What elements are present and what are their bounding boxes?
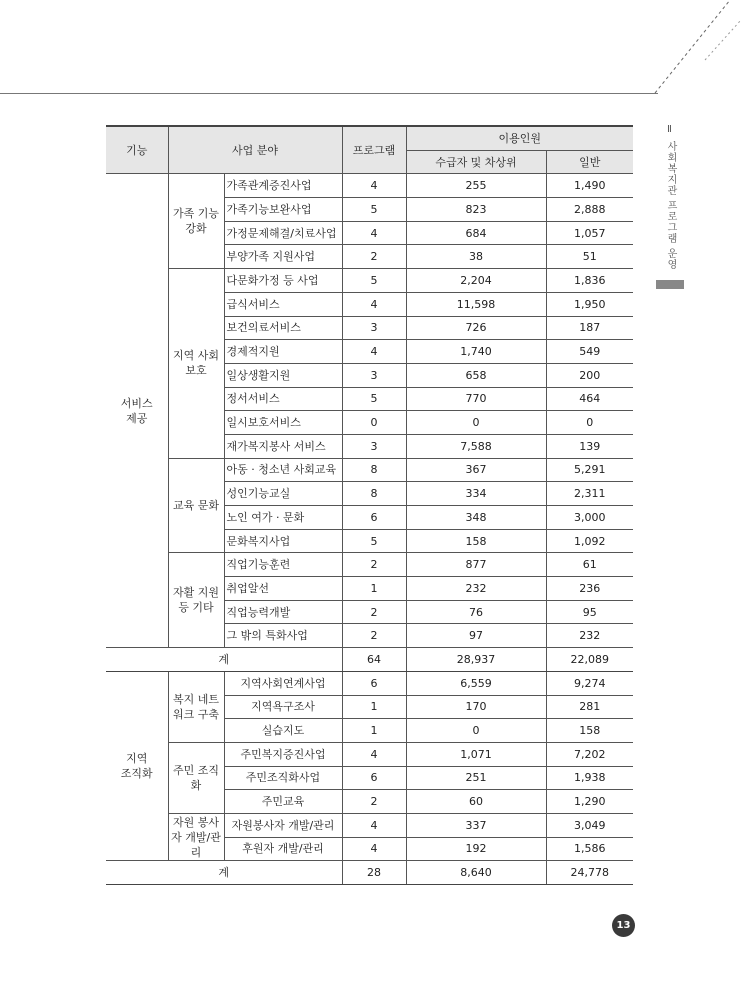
general-cell: 1,586 bbox=[546, 837, 633, 861]
programs-cell: 5 bbox=[342, 198, 406, 222]
programs-cell: 3 bbox=[342, 316, 406, 340]
corner-decoration bbox=[600, 0, 741, 100]
general-cell: 1,950 bbox=[546, 292, 633, 316]
programs-cell: 1 bbox=[342, 719, 406, 743]
program-name-cell: 아동 · 청소년 사회교육 bbox=[224, 458, 342, 482]
header-rule bbox=[0, 93, 658, 94]
general-cell: 7,202 bbox=[546, 742, 633, 766]
general-cell: 158 bbox=[546, 719, 633, 743]
program-name-cell: 자원봉사자 개발/관리 bbox=[224, 813, 342, 837]
general-cell: 61 bbox=[546, 553, 633, 577]
recipients-cell: 2,204 bbox=[406, 269, 546, 293]
program-name-cell: 일상생활지원 bbox=[224, 363, 342, 387]
program-name-cell: 주민교육 bbox=[224, 790, 342, 814]
header-general: 일반 bbox=[546, 150, 633, 174]
group-cell: 자활 지원 등 기타 bbox=[168, 553, 224, 648]
group-cell: 교육 문화 bbox=[168, 458, 224, 553]
recipients-cell: 6,559 bbox=[406, 671, 546, 695]
header-function: 기능 bbox=[106, 126, 168, 174]
general-cell: 1,490 bbox=[546, 174, 633, 198]
program-usage-table-wrap bbox=[106, 125, 633, 885]
recipients-cell: 367 bbox=[406, 458, 546, 482]
recipients-cell: 251 bbox=[406, 766, 546, 790]
recipients-cell: 334 bbox=[406, 482, 546, 506]
total-programs-cell: 64 bbox=[342, 648, 406, 672]
programs-cell: 5 bbox=[342, 529, 406, 553]
general-cell: 464 bbox=[546, 387, 633, 411]
header-area: 사업 분야 bbox=[168, 126, 342, 174]
recipients-cell: 192 bbox=[406, 837, 546, 861]
programs-cell: 5 bbox=[342, 387, 406, 411]
program-name-cell: 경제적지원 bbox=[224, 340, 342, 364]
programs-cell: 4 bbox=[342, 742, 406, 766]
page-number-badge: 13 bbox=[612, 914, 635, 937]
recipients-cell: 348 bbox=[406, 506, 546, 530]
table-row bbox=[106, 553, 633, 577]
programs-cell: 2 bbox=[342, 245, 406, 269]
recipients-cell: 1,740 bbox=[406, 340, 546, 364]
table-row bbox=[106, 269, 633, 293]
group-cell: 복지 네트워크 구축 bbox=[168, 671, 224, 742]
recipients-cell: 255 bbox=[406, 174, 546, 198]
program-name-cell: 다문화가정 등 사업 bbox=[224, 269, 342, 293]
program-name-cell: 후원자 개발/관리 bbox=[224, 837, 342, 861]
program-name-cell: 지역사회연계사업 bbox=[224, 671, 342, 695]
programs-cell: 6 bbox=[342, 766, 406, 790]
group-cell: 지역 사회 보호 bbox=[168, 269, 224, 459]
programs-cell: 2 bbox=[342, 600, 406, 624]
general-cell: 95 bbox=[546, 600, 633, 624]
total-row bbox=[106, 861, 633, 885]
table-row bbox=[106, 813, 633, 837]
recipients-cell: 0 bbox=[406, 411, 546, 435]
general-cell: 187 bbox=[546, 316, 633, 340]
chapter-title: 사회복지관 프로그램 운영 bbox=[665, 141, 676, 271]
recipients-cell: 76 bbox=[406, 600, 546, 624]
programs-cell: 6 bbox=[342, 671, 406, 695]
programs-cell: 1 bbox=[342, 577, 406, 601]
programs-cell: 8 bbox=[342, 482, 406, 506]
programs-cell: 4 bbox=[342, 340, 406, 364]
table-row bbox=[106, 742, 633, 766]
general-cell: 2,311 bbox=[546, 482, 633, 506]
recipients-cell: 158 bbox=[406, 529, 546, 553]
general-cell: 232 bbox=[546, 624, 633, 648]
recipients-cell: 7,588 bbox=[406, 434, 546, 458]
recipients-cell: 0 bbox=[406, 719, 546, 743]
program-name-cell: 직업능력개발 bbox=[224, 600, 342, 624]
general-cell: 51 bbox=[546, 245, 633, 269]
general-cell: 3,000 bbox=[546, 506, 633, 530]
header-programs: 프로그램 bbox=[342, 126, 406, 174]
programs-cell: 4 bbox=[342, 221, 406, 245]
program-name-cell: 재가복지봉사 서비스 bbox=[224, 434, 342, 458]
programs-cell: 2 bbox=[342, 790, 406, 814]
programs-cell: 4 bbox=[342, 813, 406, 837]
programs-cell: 4 bbox=[342, 174, 406, 198]
program-usage-table bbox=[106, 125, 633, 885]
general-cell: 200 bbox=[546, 363, 633, 387]
program-name-cell: 문화복지사업 bbox=[224, 529, 342, 553]
program-name-cell: 성인기능교실 bbox=[224, 482, 342, 506]
general-cell: 281 bbox=[546, 695, 633, 719]
program-name-cell: 취업알선 bbox=[224, 577, 342, 601]
recipients-cell: 658 bbox=[406, 363, 546, 387]
group-cell: 가족 기능 강화 bbox=[168, 174, 224, 269]
recipients-cell: 232 bbox=[406, 577, 546, 601]
header-recipients: 수급자 및 차상위 bbox=[406, 150, 546, 174]
table-body bbox=[106, 174, 633, 885]
general-cell: 1,057 bbox=[546, 221, 633, 245]
programs-cell: 6 bbox=[342, 506, 406, 530]
recipients-cell: 11,598 bbox=[406, 292, 546, 316]
total-recipients-cell: 8,640 bbox=[406, 861, 546, 885]
total-label-cell: 계 bbox=[106, 648, 342, 672]
recipients-cell: 97 bbox=[406, 624, 546, 648]
recipients-cell: 170 bbox=[406, 695, 546, 719]
programs-cell: 4 bbox=[342, 837, 406, 861]
program-name-cell: 가족기능보완사업 bbox=[224, 198, 342, 222]
program-name-cell: 지역욕구조사 bbox=[224, 695, 342, 719]
recipients-cell: 877 bbox=[406, 553, 546, 577]
program-name-cell: 가족관계증진사업 bbox=[224, 174, 342, 198]
chapter-side-tab bbox=[656, 124, 684, 289]
recipients-cell: 770 bbox=[406, 387, 546, 411]
general-cell: 2,888 bbox=[546, 198, 633, 222]
total-general-cell: 24,778 bbox=[546, 861, 633, 885]
table-row bbox=[106, 458, 633, 482]
general-cell: 0 bbox=[546, 411, 633, 435]
program-name-cell: 보건의료서비스 bbox=[224, 316, 342, 340]
general-cell: 1,836 bbox=[546, 269, 633, 293]
general-cell: 5,291 bbox=[546, 458, 633, 482]
program-name-cell: 그 밖의 특화사업 bbox=[224, 624, 342, 648]
recipients-cell: 337 bbox=[406, 813, 546, 837]
general-cell: 1,290 bbox=[546, 790, 633, 814]
total-recipients-cell: 28,937 bbox=[406, 648, 546, 672]
programs-cell: 8 bbox=[342, 458, 406, 482]
program-name-cell: 노인 여가 · 문화 bbox=[224, 506, 342, 530]
recipients-cell: 1,071 bbox=[406, 742, 546, 766]
programs-cell: 5 bbox=[342, 269, 406, 293]
program-name-cell: 주민복지증진사업 bbox=[224, 742, 342, 766]
recipients-cell: 60 bbox=[406, 790, 546, 814]
total-general-cell: 22,089 bbox=[546, 648, 633, 672]
program-name-cell: 가정문제해결/치료사업 bbox=[224, 221, 342, 245]
recipients-cell: 823 bbox=[406, 198, 546, 222]
function-cell: 지역 조직화 bbox=[106, 671, 168, 861]
programs-cell: 4 bbox=[342, 292, 406, 316]
programs-cell: 2 bbox=[342, 624, 406, 648]
program-name-cell: 직업기능훈련 bbox=[224, 553, 342, 577]
total-programs-cell: 28 bbox=[342, 861, 406, 885]
chapter-number: Ⅱ bbox=[667, 124, 673, 135]
general-cell: 1,938 bbox=[546, 766, 633, 790]
group-cell: 자원 봉사자 개발/관리 bbox=[168, 813, 224, 860]
total-row bbox=[106, 648, 633, 672]
general-cell: 3,049 bbox=[546, 813, 633, 837]
general-cell: 1,092 bbox=[546, 529, 633, 553]
total-label-cell: 계 bbox=[106, 861, 342, 885]
programs-cell: 3 bbox=[342, 434, 406, 458]
table-row bbox=[106, 671, 633, 695]
table-header bbox=[106, 126, 633, 174]
general-cell: 139 bbox=[546, 434, 633, 458]
header-users: 이용인원 bbox=[406, 126, 633, 150]
programs-cell: 1 bbox=[342, 695, 406, 719]
program-name-cell: 실습지도 bbox=[224, 719, 342, 743]
function-cell: 서비스 제공 bbox=[106, 174, 168, 648]
recipients-cell: 684 bbox=[406, 221, 546, 245]
recipients-cell: 38 bbox=[406, 245, 546, 269]
general-cell: 549 bbox=[546, 340, 633, 364]
recipients-cell: 726 bbox=[406, 316, 546, 340]
programs-cell: 2 bbox=[342, 553, 406, 577]
programs-cell: 0 bbox=[342, 411, 406, 435]
program-name-cell: 급식서비스 bbox=[224, 292, 342, 316]
group-cell: 주민 조직화 bbox=[168, 742, 224, 813]
table-row bbox=[106, 174, 633, 198]
program-name-cell: 주민조직화사업 bbox=[224, 766, 342, 790]
program-name-cell: 정서서비스 bbox=[224, 387, 342, 411]
program-name-cell: 일시보호서비스 bbox=[224, 411, 342, 435]
program-name-cell: 부양가족 지원사업 bbox=[224, 245, 342, 269]
general-cell: 9,274 bbox=[546, 671, 633, 695]
general-cell: 236 bbox=[546, 577, 633, 601]
chapter-marker-bar bbox=[656, 280, 684, 289]
programs-cell: 3 bbox=[342, 363, 406, 387]
